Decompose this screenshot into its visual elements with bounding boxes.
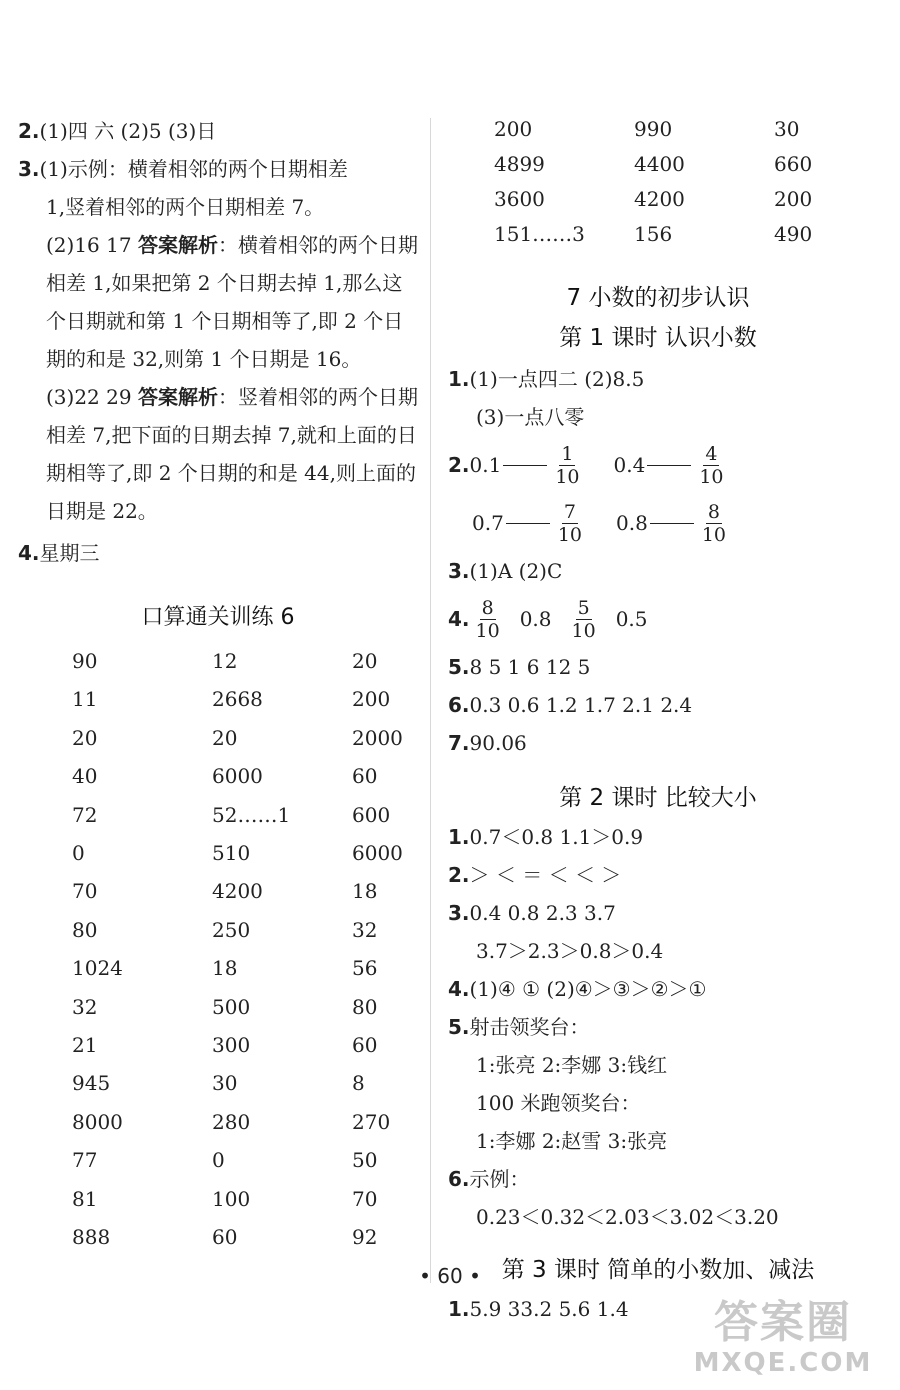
drill-answer: 81 bbox=[72, 1186, 98, 1211]
l2-answer-1: 1.0.7＜0.8 1.1＞0.9 bbox=[448, 825, 644, 849]
fraction: $\frac{1}{10}$ bbox=[555, 442, 580, 488]
drill-answer: 4899 bbox=[494, 152, 545, 176]
drill-answer: 11 bbox=[72, 687, 98, 712]
drill-answer: 56 bbox=[352, 956, 378, 981]
drill-answer: 60 bbox=[212, 1225, 238, 1250]
drill-answer: 888 bbox=[72, 1225, 111, 1250]
l1-answer-3: 3.(1)A (2)C bbox=[448, 559, 563, 583]
watermark-logo: 答案圈 MXQE.COM bbox=[693, 1297, 873, 1378]
drill-answer: 200 bbox=[352, 687, 391, 712]
drill-answer: 30 bbox=[774, 117, 800, 141]
drill-answer: 250 bbox=[212, 917, 251, 942]
drill-answer: 30 bbox=[212, 1071, 238, 1096]
fraction: $\frac{4}{10}$ bbox=[699, 442, 724, 488]
drill-answer: 100 bbox=[212, 1186, 251, 1211]
drill-grid bbox=[18, 642, 418, 1257]
drill-answer: 6000 bbox=[212, 764, 263, 789]
l2-answer-5-line2: 1:张亮 2:李娜 3:钱红 bbox=[476, 1053, 668, 1077]
l1-answer-7: 7.90.06 bbox=[448, 731, 527, 755]
answer-3-part2: (2)16 17 答案解析：横着相邻的两个日期相差 1,如果把第 2 个日期去掉 1,那么这个日期就和第 1 个日期相等了,即 2 个日期的和是 32,则第 1 个日期是 16。 bbox=[46, 233, 418, 371]
l1-answer-6: 6.0.3 0.6 1.2 1.7 2.1 2.4 bbox=[448, 693, 693, 717]
l2-answer-3-line2: 3.7＞2.3＞0.8＞0.4 bbox=[476, 939, 664, 963]
answer-4: 4.星期三 bbox=[18, 541, 100, 565]
drill-answer: 945 bbox=[72, 1071, 111, 1096]
lesson3-title: 第 3 课时 简单的小数加、减法 bbox=[501, 1257, 815, 1283]
drill-answer: 510 bbox=[212, 841, 251, 866]
drill-answer: 70 bbox=[352, 1186, 378, 1211]
left-column bbox=[18, 112, 418, 1257]
drill-answer: 40 bbox=[72, 764, 98, 789]
chapter-title: 7 小数的初步认识 bbox=[566, 285, 750, 311]
drill-answer: 80 bbox=[72, 917, 98, 942]
drill-answer: 8 bbox=[352, 1071, 365, 1096]
drill-answer: 660 bbox=[774, 152, 813, 176]
drill-answer: 6000 bbox=[352, 841, 403, 866]
drill-answer: 200 bbox=[774, 187, 813, 211]
drill-answer: 4400 bbox=[634, 152, 685, 176]
page-number: • 60 • bbox=[419, 1264, 481, 1288]
drill-answer: 60 bbox=[352, 764, 378, 789]
drill-answer: 72 bbox=[72, 802, 98, 827]
l1-answer-4: 4. $\frac{8}{10}$ 0.8 $\frac{5}{10}$ 0.5 bbox=[448, 596, 648, 642]
l2-answer-3: 3.0.4 0.8 2.3 3.7 bbox=[448, 901, 616, 925]
drill-answer: 32 bbox=[72, 994, 98, 1019]
answer-3-part3: (3)22 29 答案解析：竖着相邻的两个日期相差 7,把下面的日期去掉 7,就和上面的日期相等了,即 2 个日期的和是 44,则上面的日期是 22。 bbox=[46, 385, 418, 523]
answer-3-line2: 1,竖着相邻的两个日期相差 7。 bbox=[46, 195, 325, 219]
l2-answer-2: 2.＞ ＜ ＝ ＜ ＜ ＞ bbox=[448, 863, 622, 887]
fraction: $\frac{5}{10}$ bbox=[571, 596, 596, 642]
drill-answer: 70 bbox=[72, 879, 98, 904]
fraction: $\frac{8}{10}$ bbox=[475, 596, 500, 642]
drill-answer: 50 bbox=[352, 1148, 378, 1173]
answer-2: 2.(1)四 六 (2)5 (3)日 bbox=[18, 119, 217, 143]
lesson2-title: 第 2 课时 比较大小 bbox=[559, 785, 757, 811]
right-column bbox=[448, 112, 868, 1328]
l3-answer-1: 1.5.9 33.2 5.6 1.4 bbox=[448, 1297, 629, 1321]
drill-answer: 18 bbox=[212, 956, 238, 981]
fraction: $\frac{7}{10}$ bbox=[557, 500, 582, 546]
drill-answer: 280 bbox=[212, 1109, 251, 1134]
drill-answer: 90 bbox=[72, 649, 98, 673]
drill-answer: 600 bbox=[352, 802, 391, 827]
l1-answer-2-row1: 2. 0.1 $\frac{1}{10}$ 0.4 $\frac{4}{10}$ bbox=[448, 442, 724, 488]
drill-answer: 2668 bbox=[212, 687, 263, 712]
drill-answer: 2000 bbox=[352, 725, 403, 750]
drill-answer: 32 bbox=[352, 917, 378, 942]
drill-answer: 3600 bbox=[494, 187, 545, 211]
drill-answer: 490 bbox=[774, 222, 813, 246]
drill-answer: 990 bbox=[634, 117, 673, 141]
drill-answer: 8000 bbox=[72, 1109, 123, 1134]
l2-answer-6-line2: 0.23＜0.32＜2.03＜3.02＜3.20 bbox=[476, 1205, 779, 1229]
fraction: $\frac{8}{10}$ bbox=[701, 500, 726, 546]
l2-answer-5-line3: 100 米跑领奖台： bbox=[476, 1091, 641, 1115]
drill-answer: 21 bbox=[72, 1033, 98, 1058]
drill-answer: 20 bbox=[212, 725, 238, 750]
l2-answer-4: 4.(1)④ ① (2)④＞③＞②＞① bbox=[448, 977, 707, 1001]
drill-title: 口算通关训练 6 bbox=[141, 605, 295, 630]
drill-answer: 80 bbox=[352, 994, 378, 1019]
drill-answer: 52……1 bbox=[212, 802, 291, 827]
drill-answer: 4200 bbox=[212, 879, 263, 904]
drill-answer: 20 bbox=[72, 725, 98, 750]
l2-answer-5: 5.射击领奖台： bbox=[448, 1015, 590, 1039]
drill-answer: 156 bbox=[634, 222, 673, 246]
l2-answer-6: 6.示例： bbox=[448, 1167, 530, 1191]
drill-grid-continued bbox=[448, 112, 868, 252]
column-divider bbox=[430, 118, 431, 1283]
drill-answer: 200 bbox=[494, 117, 533, 141]
drill-answer: 12 bbox=[212, 649, 238, 673]
drill-answer: 151……3 bbox=[494, 222, 585, 246]
drill-answer: 0 bbox=[72, 841, 85, 866]
drill-answer: 4200 bbox=[634, 187, 685, 211]
drill-answer: 60 bbox=[352, 1033, 378, 1058]
drill-answer: 270 bbox=[352, 1109, 391, 1134]
drill-answer: 300 bbox=[212, 1033, 251, 1058]
l1-answer-2-row2: 0.7 $\frac{7}{10}$ 0.8 $\frac{8}{10}$ bbox=[472, 500, 726, 546]
drill-answer: 500 bbox=[212, 994, 251, 1019]
l2-answer-5-line4: 1:李娜 2:赵雪 3:张亮 bbox=[476, 1129, 668, 1153]
drill-answer: 92 bbox=[352, 1225, 378, 1250]
drill-answer: 20 bbox=[352, 649, 378, 673]
drill-answer: 77 bbox=[72, 1148, 98, 1173]
l1-answer-1: 1.(1)一点四二 (2)8.5 bbox=[448, 367, 645, 391]
drill-answer: 0 bbox=[212, 1148, 225, 1173]
drill-answer: 18 bbox=[352, 879, 378, 904]
l1-answer-1-line2: (3)一点八零 bbox=[476, 405, 585, 429]
answer-3-line1: 3.(1)示例：横着相邻的两个日期相差 bbox=[18, 157, 348, 181]
l1-answer-5: 5.8 5 1 6 12 5 bbox=[448, 655, 591, 679]
drill-answer: 1024 bbox=[72, 956, 123, 981]
lesson1-title: 第 1 课时 认识小数 bbox=[559, 325, 757, 351]
